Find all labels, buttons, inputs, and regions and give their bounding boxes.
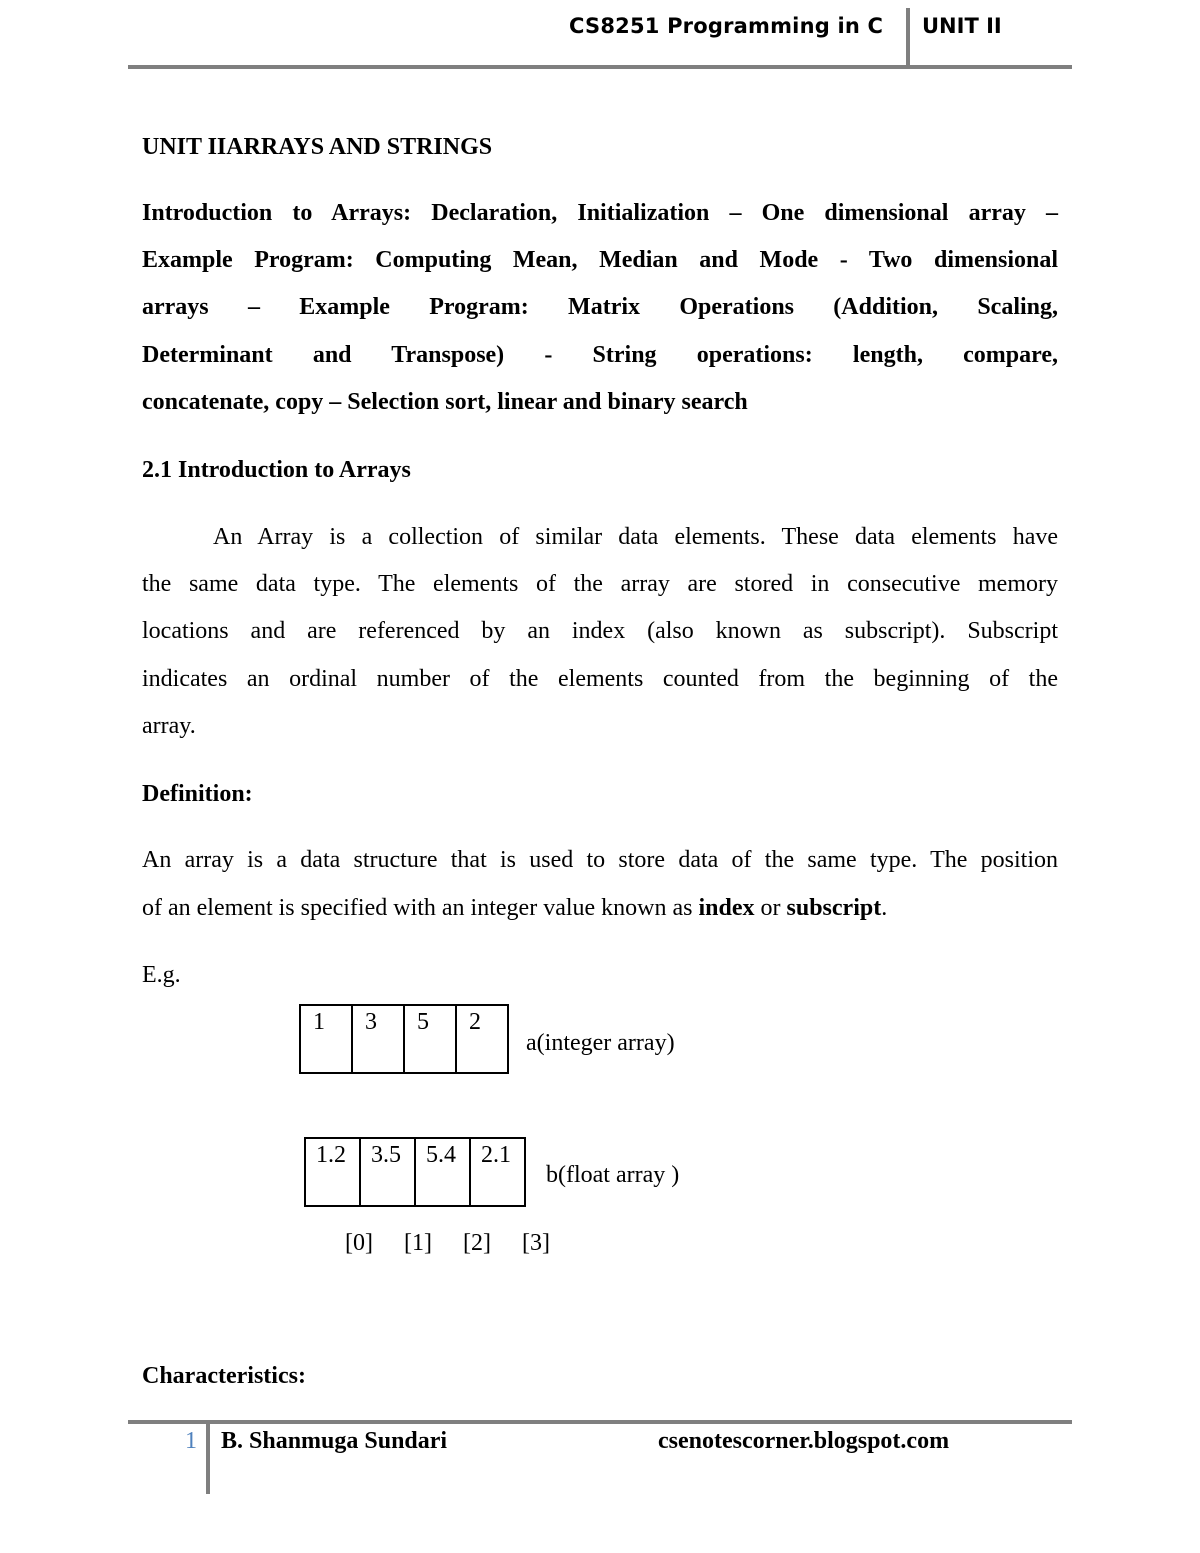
integer-array-diagram xyxy=(299,1004,509,1074)
index-label: [2] xyxy=(463,1230,491,1256)
intro-paragraph xyxy=(142,524,1058,744)
index-label: [3] xyxy=(522,1230,550,1256)
header-course-title: CS8251 Programming in C xyxy=(569,14,884,38)
definition-end: . xyxy=(881,895,888,921)
array-cell: 2 xyxy=(456,1005,508,1073)
header-unit-label: UNIT II xyxy=(922,14,1002,38)
example-label: E.g. xyxy=(142,962,181,988)
float-array-diagram xyxy=(304,1137,526,1207)
footer-divider-vertical xyxy=(206,1422,210,1494)
footer-author: B. Shanmuga Sundari xyxy=(221,1428,448,1454)
intro-line: the same data type. The elements of the array are stored in consecutive memory xyxy=(142,571,1058,597)
unit-heading: UNIT IIARRAYS AND STRINGS xyxy=(142,134,493,160)
index-label: [1] xyxy=(404,1230,432,1256)
footer-website: csenotescorner.blogspot.com xyxy=(658,1428,950,1454)
syllabus-line: Introduction to Arrays: Declaration, Initialization – One dimensional array – xyxy=(142,200,1058,226)
syllabus-line: concatenate, copy – Selection sort, linear and binary search xyxy=(142,389,748,415)
section-heading: 2.1 Introduction to Arrays xyxy=(142,457,411,483)
definition-paragraph xyxy=(142,847,1058,927)
array-cell: 5.4 xyxy=(415,1138,470,1206)
array-cell: 1 xyxy=(300,1005,352,1073)
header-divider-vertical xyxy=(906,8,910,66)
array-cell: 5 xyxy=(404,1005,456,1073)
definition-line: An array is a data structure that is used to store data of the same type. The position xyxy=(142,847,1058,873)
term-index: index xyxy=(698,895,755,921)
term-subscript: subscript xyxy=(786,895,882,921)
float-array-caption: b(float array ) xyxy=(546,1162,680,1188)
intro-line: indicates an ordinal number of the elements counted from the beginning of the xyxy=(142,666,1058,692)
header-rule xyxy=(128,65,1072,69)
page-number: 1 xyxy=(185,1428,197,1454)
definition-line xyxy=(142,895,1058,922)
array-cell: 3.5 xyxy=(360,1138,415,1206)
syllabus-line: Determinant and Transpose) - String operations: length, compare, xyxy=(142,342,1058,368)
syllabus-line: arrays – Example Program: Matrix Operations (Addition, Scaling, xyxy=(142,294,1058,320)
syllabus-line: Example Program: Computing Mean, Median and Mode - Two dimensional xyxy=(142,247,1058,273)
intro-line: locations and are referenced by an index (also known as subscript). Subscript xyxy=(142,618,1058,644)
syllabus-paragraph xyxy=(142,200,1058,430)
array-cell: 1.2 xyxy=(305,1138,360,1206)
array-cell: 2.1 xyxy=(470,1138,525,1206)
array-cell: 3 xyxy=(352,1005,404,1073)
definition-text: of an element is specified with an integer value known as xyxy=(142,895,699,921)
index-label: [0] xyxy=(345,1230,373,1256)
integer-array-caption: a(integer array) xyxy=(526,1030,675,1056)
definition-heading: Definition: xyxy=(142,781,253,807)
intro-line: An Array is a collection of similar data elements. These data elements have xyxy=(213,524,1058,550)
intro-line: array. xyxy=(142,713,196,739)
definition-connector: or xyxy=(754,895,787,921)
characteristics-heading: Characteristics: xyxy=(142,1363,306,1389)
footer-rule xyxy=(128,1420,1072,1424)
